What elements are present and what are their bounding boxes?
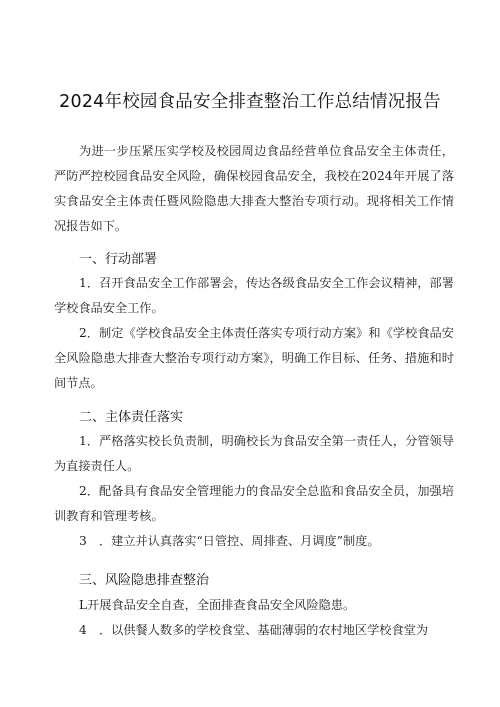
intro-paragraph: 为进一步压紧压实学校及校园周边食品经营单位食品安全主体责任，严防严控校园食品安全风险，确保校园食品安全，我校在2024年开展了落实食品安全主体责任暨风险隐患大排查大整治专项行动。现将相关工作情况报告如下。 <box>54 144 454 233</box>
section-2-paragraph-2: 2．配备具有食品安全管理能力的食品安全总监和食品安全员，加强培训教育和管理考核。 <box>54 484 454 523</box>
section-1-paragraph-1: 1．召开食品安全工作部署会，传达各级食品安全工作会议精神，部署学校食品安全工作。 <box>54 276 454 315</box>
section-heading-1: 一、行动部署 <box>79 252 158 267</box>
section-heading-2: 二、主体责任落实 <box>79 410 184 425</box>
section-2-paragraph-1: 1．严格落实校长负责制，明确校长为食品安全第一责任人，分管领导为直接责任人。 <box>54 434 454 473</box>
section-3-paragraph-1: L开展食品安全自查，全面排查食品安全风险隐患。 <box>79 598 356 612</box>
section-3-paragraph-2: 4 ．以供餐人数多的学校食堂、基础薄弱的农村地区学校食堂为 <box>79 623 429 637</box>
section-heading-3: 三、风险隐患排查整治 <box>79 573 210 588</box>
document-title: 2024年校园食品安全排查整治工作总结情况报告 <box>59 92 441 112</box>
section-3-body <box>54 593 454 643</box>
intro-paragraph-block <box>54 139 454 239</box>
section-2-paragraph-3: 3 ．建立并认真落实“日管控、周排查、月调度”制度。 <box>79 534 380 548</box>
section-1-paragraph-2: 2．制定《学校食品安全主体责任落实专项行动方案》和《学校食品安全风险隐患大排查大整治专项行动方案》，明确工作目标、任务、措施和时间节点。 <box>54 326 454 390</box>
section-2-body <box>54 429 454 554</box>
section-1-body <box>54 271 454 396</box>
